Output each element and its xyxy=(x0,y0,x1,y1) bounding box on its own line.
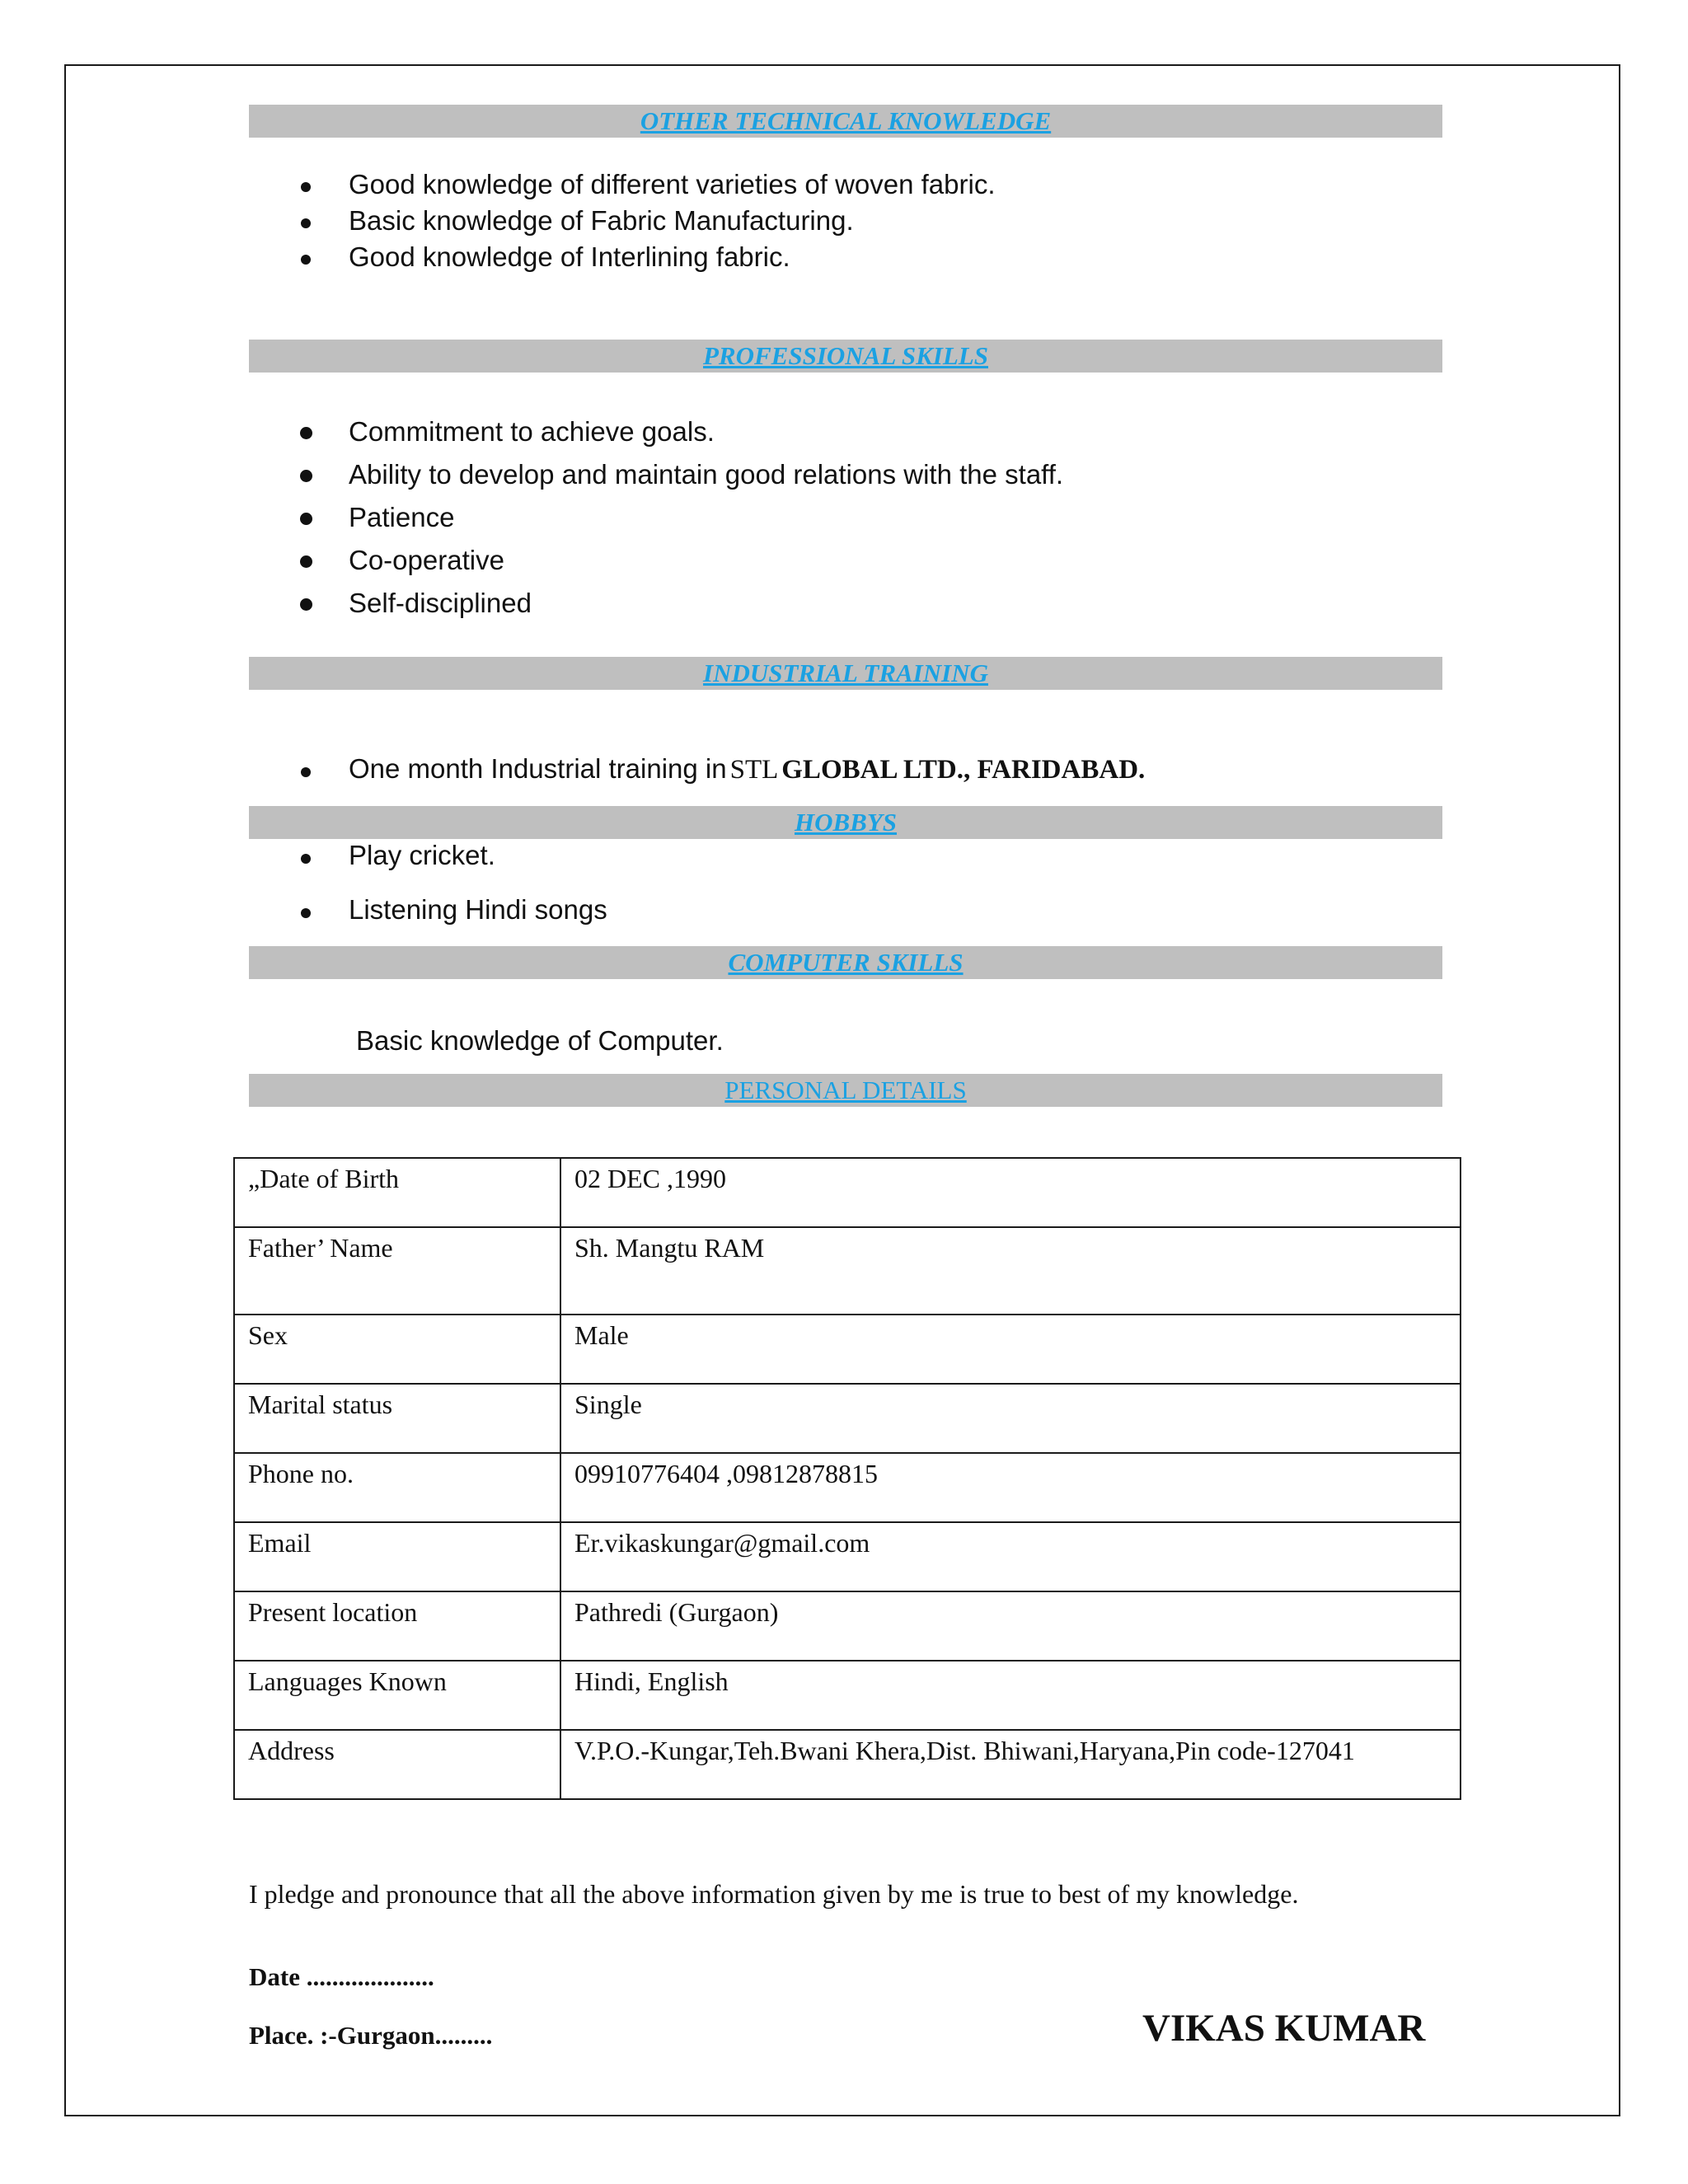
training-company: GLOBAL LTD., FARIDABAD. xyxy=(781,755,1146,785)
detail-label: Address xyxy=(234,1730,560,1799)
table-row xyxy=(234,1315,1461,1384)
bullet-icon xyxy=(301,218,311,228)
date-line: Date .................... xyxy=(249,1962,434,1991)
table-row xyxy=(234,1591,1461,1661)
section-heading-technical: OTHER TECHNICAL KNOWLEDGE xyxy=(249,105,1442,138)
detail-label: Phone no. xyxy=(234,1453,560,1522)
list-item: Good knowledge of Interlining fabric. xyxy=(349,241,790,272)
section-heading-personal: PERSONAL DETAILS xyxy=(249,1074,1442,1107)
table-row xyxy=(234,1661,1461,1730)
list-item: Patience xyxy=(349,502,455,532)
declaration-text: I pledge and pronounce that all the above information given by me is true to best of my knowledge. xyxy=(249,1879,1299,1909)
table-row xyxy=(234,1522,1461,1591)
bullet-icon xyxy=(301,255,311,265)
list-item: Co-operative xyxy=(349,545,504,575)
detail-value: 09910776404 ,09812878815 xyxy=(560,1453,1461,1522)
computer-skill-text: Basic knowledge of Computer. xyxy=(356,1025,724,1056)
bullet-icon xyxy=(300,598,312,611)
detail-label: Marital status xyxy=(234,1384,560,1453)
training-text: One month Industrial training in xyxy=(349,753,727,784)
personal-details-table xyxy=(233,1157,1461,1800)
section-heading-training: INDUSTRIAL TRAINING xyxy=(249,657,1442,690)
detail-value: Hindi, English xyxy=(560,1661,1461,1730)
list-item: Good knowledge of different varieties of woven fabric. xyxy=(349,169,996,199)
bullet-icon xyxy=(300,513,312,525)
table-row xyxy=(234,1227,1461,1315)
section-heading-hobbys: HOBBYS xyxy=(249,806,1442,839)
bullet-icon xyxy=(301,767,311,777)
detail-label: „Date of Birth xyxy=(234,1158,560,1227)
bullet-icon xyxy=(300,427,312,439)
bullet-icon xyxy=(301,182,311,192)
list-item: Ability to develop and maintain good relations with the staff. xyxy=(349,459,1064,490)
bullet-icon xyxy=(300,470,312,482)
bullet-icon xyxy=(301,854,311,864)
table-row xyxy=(234,1384,1461,1453)
detail-value: Pathredi (Gurgaon) xyxy=(560,1591,1461,1661)
detail-label: Father’ Name xyxy=(234,1227,560,1315)
training-company-prefix: STL xyxy=(729,755,779,785)
list-item: Commitment to achieve goals. xyxy=(349,416,715,447)
detail-value: Single xyxy=(560,1384,1461,1453)
table-row xyxy=(234,1730,1461,1799)
detail-label: Sex xyxy=(234,1315,560,1384)
bullet-icon xyxy=(300,555,312,568)
section-heading-professional: PROFESSIONAL SKILLS xyxy=(249,340,1442,373)
detail-value: V.P.O.-Kungar,Teh.Bwani Khera,Dist. Bhiwani,Haryana,Pin code-127041 xyxy=(560,1730,1461,1799)
place-line: Place. :-Gurgaon......... xyxy=(249,2021,493,2050)
detail-value: Sh. Mangtu RAM xyxy=(560,1227,1461,1315)
section-heading-computer: COMPUTER SKILLS xyxy=(249,946,1442,979)
detail-label: Email xyxy=(234,1522,560,1591)
table-row xyxy=(234,1158,1461,1227)
detail-value: Er.vikaskungar@gmail.com xyxy=(560,1522,1461,1591)
table-row xyxy=(234,1453,1461,1522)
detail-value: 02 DEC ,1990 xyxy=(560,1158,1461,1227)
signature-name: VIKAS KUMAR xyxy=(1142,2007,1426,2050)
detail-label: Present location xyxy=(234,1591,560,1661)
bullet-icon xyxy=(301,908,311,918)
list-item: Basic knowledge of Fabric Manufacturing. xyxy=(349,205,854,236)
detail-label: Languages Known xyxy=(234,1661,560,1730)
training-item xyxy=(349,753,1145,785)
detail-value: Male xyxy=(560,1315,1461,1384)
list-item: Self-disciplined xyxy=(349,588,532,618)
list-item: Listening Hindi songs xyxy=(349,894,607,925)
list-item: Play cricket. xyxy=(349,840,495,870)
